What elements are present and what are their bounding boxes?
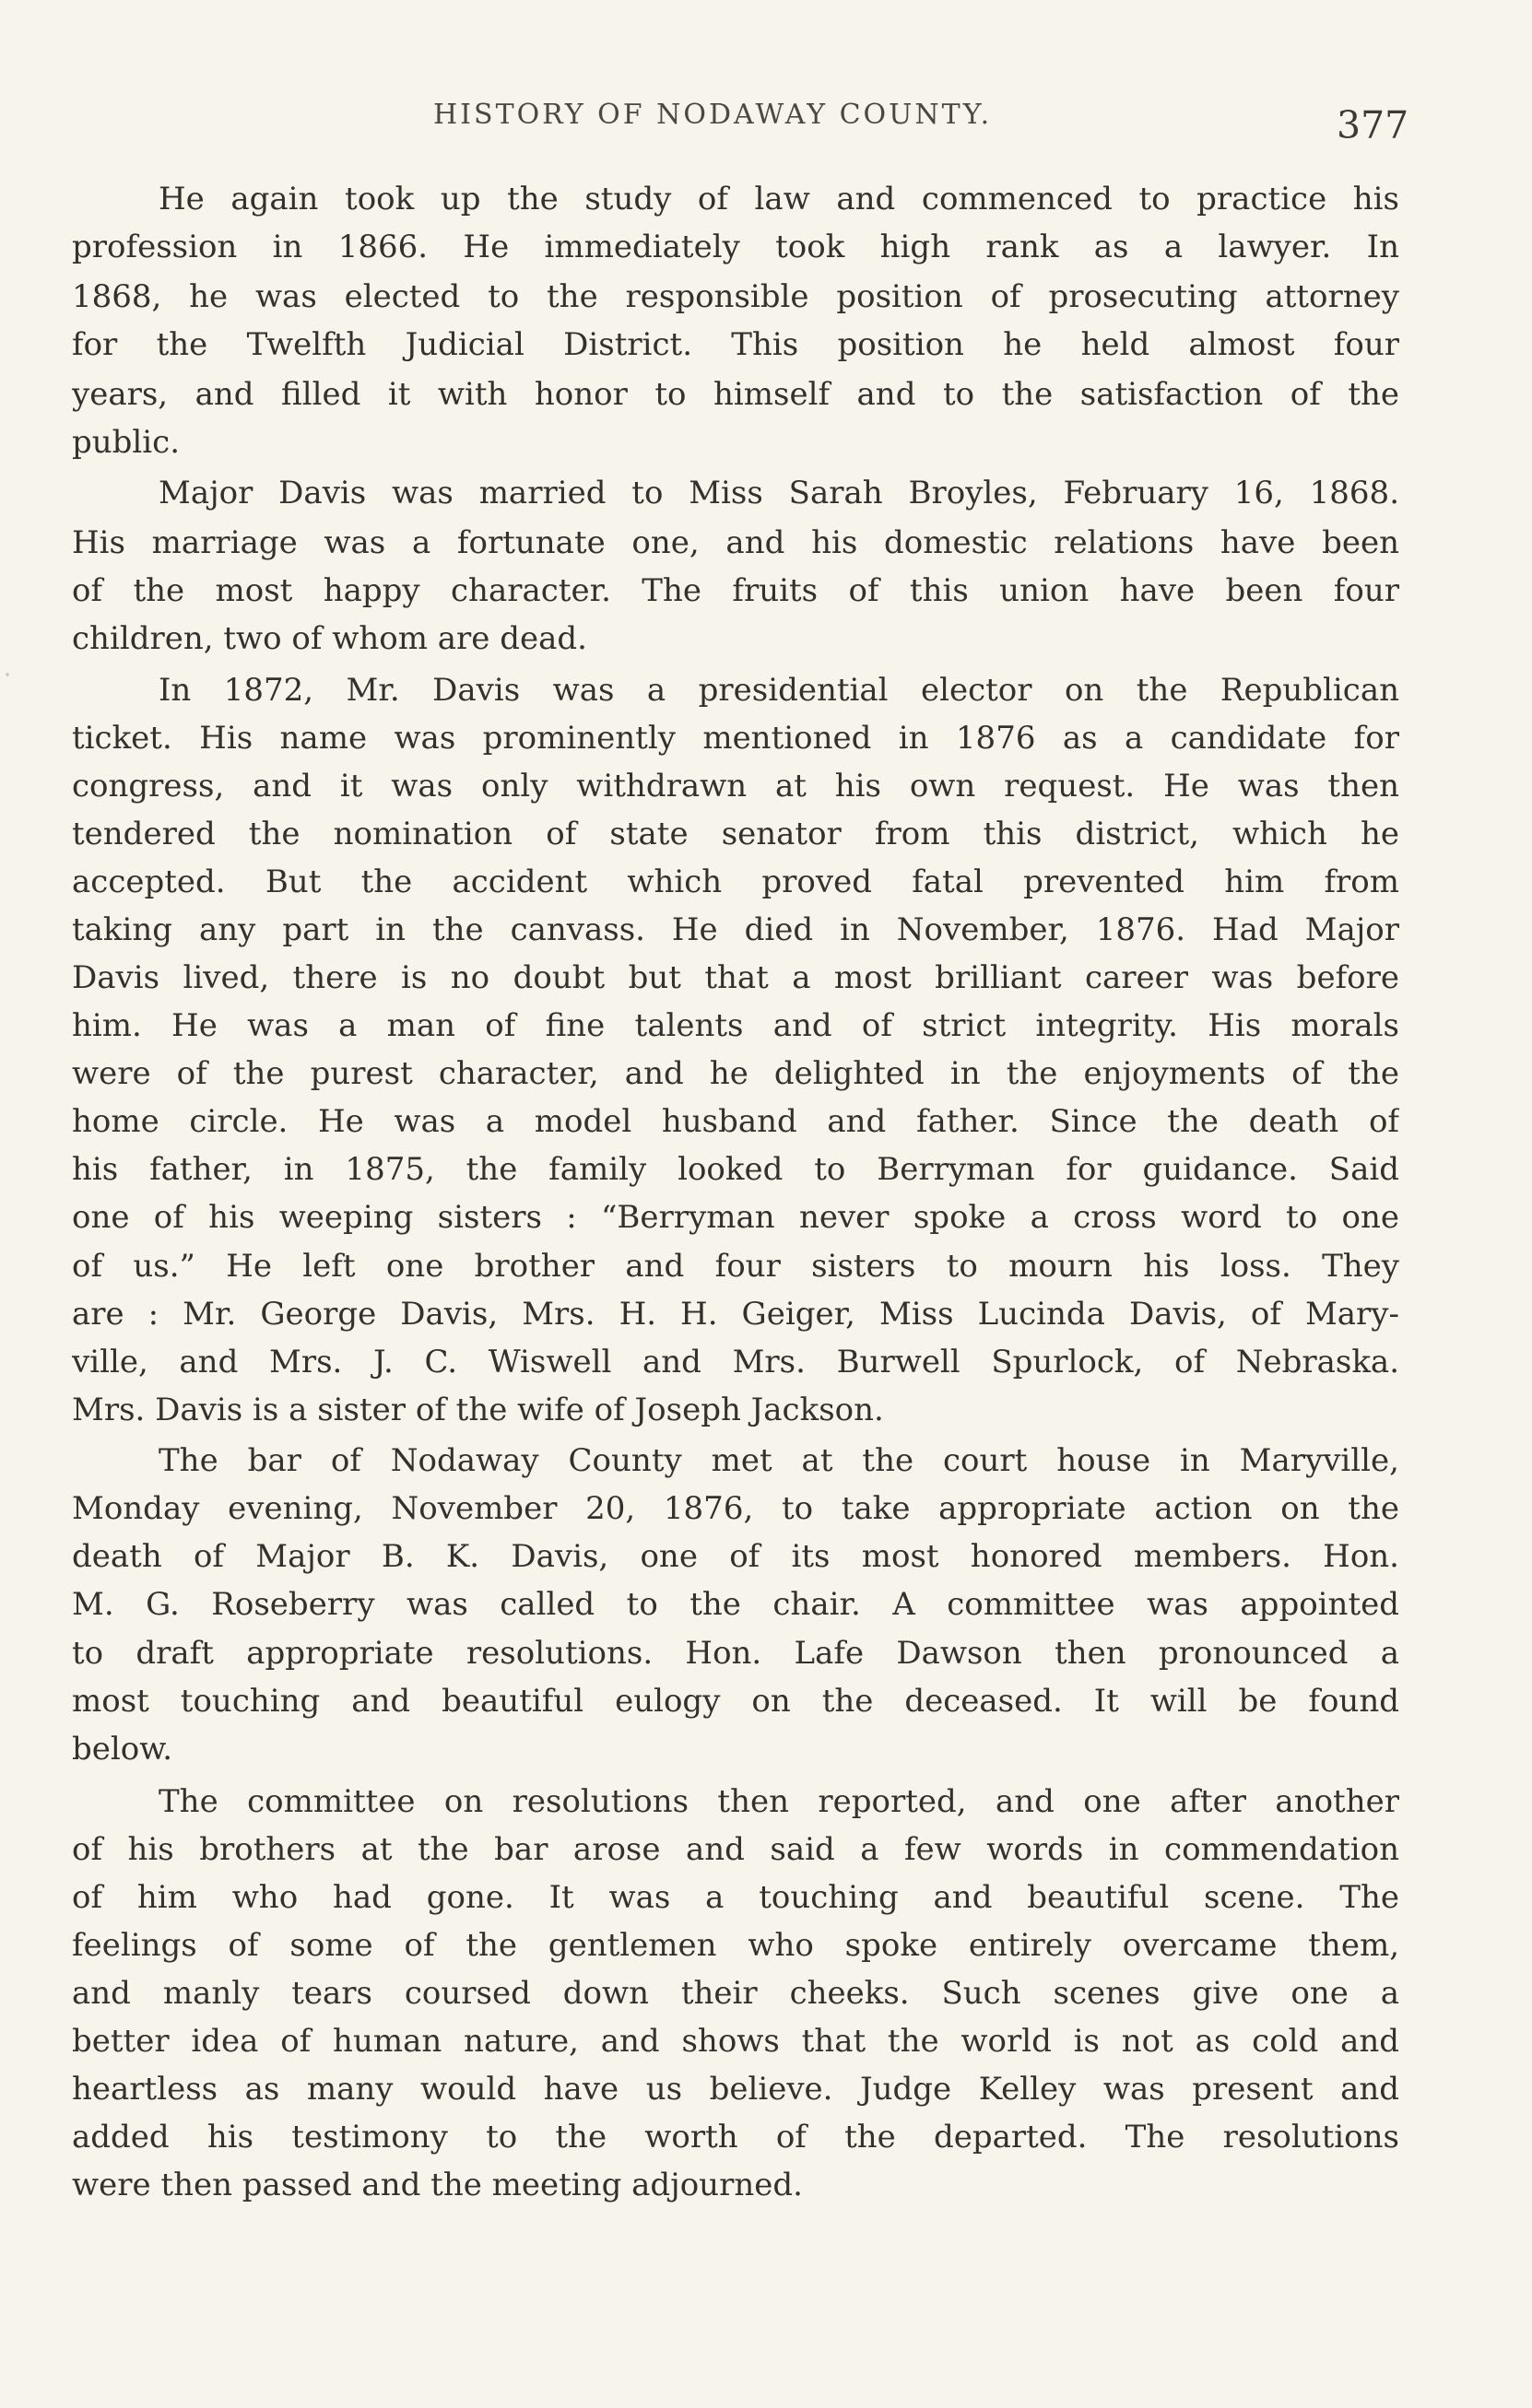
text-line: death of Major B. K. Davis, one of its most honored members. Hon. [72, 1538, 1399, 1576]
text-line: are : Mr. George Davis, Mrs. H. H. Geiger, Miss Lucinda Davis, of Mary- [72, 1295, 1399, 1333]
text-line: ville, and Mrs. J. C. Wiswell and Mrs. Burwell Spurlock, of Nebraska. [72, 1343, 1399, 1380]
text-line: His marriage was a fortunate one, and his domestic relations have been [72, 523, 1399, 561]
text-line: public. [72, 423, 181, 461]
text-line: his father, in 1875, the family looked to Berryman for guidance. Said [72, 1151, 1399, 1189]
text-line: most touching and beautiful eulogy on the deceased. It will be found [72, 1682, 1399, 1720]
text-line: to draft appropriate resolutions. Hon. Lafe Dawson then pronounced a [72, 1634, 1399, 1672]
text-line: of us.” He left one brother and four sisters to mourn his loss. They [72, 1247, 1399, 1285]
text-line: children, two of whom are dead. [72, 620, 587, 658]
text-line: Mrs. Davis is a sister of the wife of Joseph Jackson. [72, 1391, 884, 1428]
text-line: The bar of Nodaway County met at the court house in Maryville, [159, 1442, 1399, 1480]
text-line: one of his weeping sisters : “Berryman never spoke a cross word to one [72, 1199, 1399, 1237]
text-line: of his brothers at the bar arose and said a few words in commendation [72, 1830, 1399, 1868]
text-line: were of the purest character, and he delighted in the enjoyments of the [72, 1055, 1399, 1093]
text-line: of the most happy character. The fruits of this union have been four [72, 572, 1399, 610]
text-line: better idea of human nature, and shows that the world is not as cold and [72, 2023, 1399, 2061]
text-line: M. G. Roseberry was called to the chair. A committee was appointed [72, 1586, 1399, 1624]
text-line: him. He was a man of fine talents and of strict integrity. His morals [72, 1007, 1399, 1045]
text-line: and manly tears coursed down their cheeks. Such scenes give one a [72, 1975, 1399, 2013]
text-line: ticket. His name was prominently mentioned in 1876 as a candidate for [72, 719, 1399, 757]
text-line: were then passed and the meeting adjourned. [72, 2167, 803, 2204]
text-line: home circle. He was a model husband and father. Since the death of [72, 1103, 1399, 1141]
text-line: of him who had gone. It was a touching and beautiful scene. The [72, 1878, 1399, 1916]
text-line: Major Davis was married to Miss Sarah Broyles, February 16, 1868. [159, 475, 1399, 512]
text-line: added his testimony to the worth of the departed. The resolutions [72, 2119, 1399, 2156]
text-line: years, and filled it with honor to himself and to the satisfaction of the [72, 375, 1399, 413]
text-line: Monday evening, November 20, 1876, to take appropriate action on the [72, 1490, 1399, 1528]
text-line: profession in 1866. He immediately took high rank as a lawyer. In [72, 229, 1399, 266]
text-line: He again took up the study of law and commenced to practice his [159, 181, 1399, 217]
text-line: congress, and it was only withdrawn at his own request. He was then [72, 767, 1399, 805]
text-line: for the Twelfth Judicial District. This position he held almost four [72, 325, 1399, 363]
text-line: 1868, he was elected to the responsible position of prosecuting attorney [72, 277, 1399, 315]
text-line: The committee on resolutions then reported, and one after another [159, 1782, 1399, 1820]
page-number: 377 [1337, 103, 1409, 147]
running-head: HISTORY OF NODAWAY COUNTY. [433, 99, 993, 131]
text-line: heartless as many would have us believe. Judge Kelley was present and [72, 2071, 1399, 2108]
text-line: accepted. But the accident which proved fatal prevented him from [72, 863, 1399, 900]
text-line: tendered the nomination of state senator from this district, which he [72, 815, 1399, 852]
text-line: below. [72, 1730, 173, 1768]
text-line: feelings of some of the gentlemen who spoke entirely overcame them, [72, 1927, 1399, 1965]
text-line: taking any part in the canvass. He died in November, 1876. Had Major [72, 910, 1399, 948]
paper-speck [6, 673, 9, 676]
text-line: Davis lived, there is no doubt but that a most brilliant career was before [72, 959, 1399, 997]
text-line: In 1872, Mr. Davis was a presidential elector on the Republican [159, 671, 1399, 709]
